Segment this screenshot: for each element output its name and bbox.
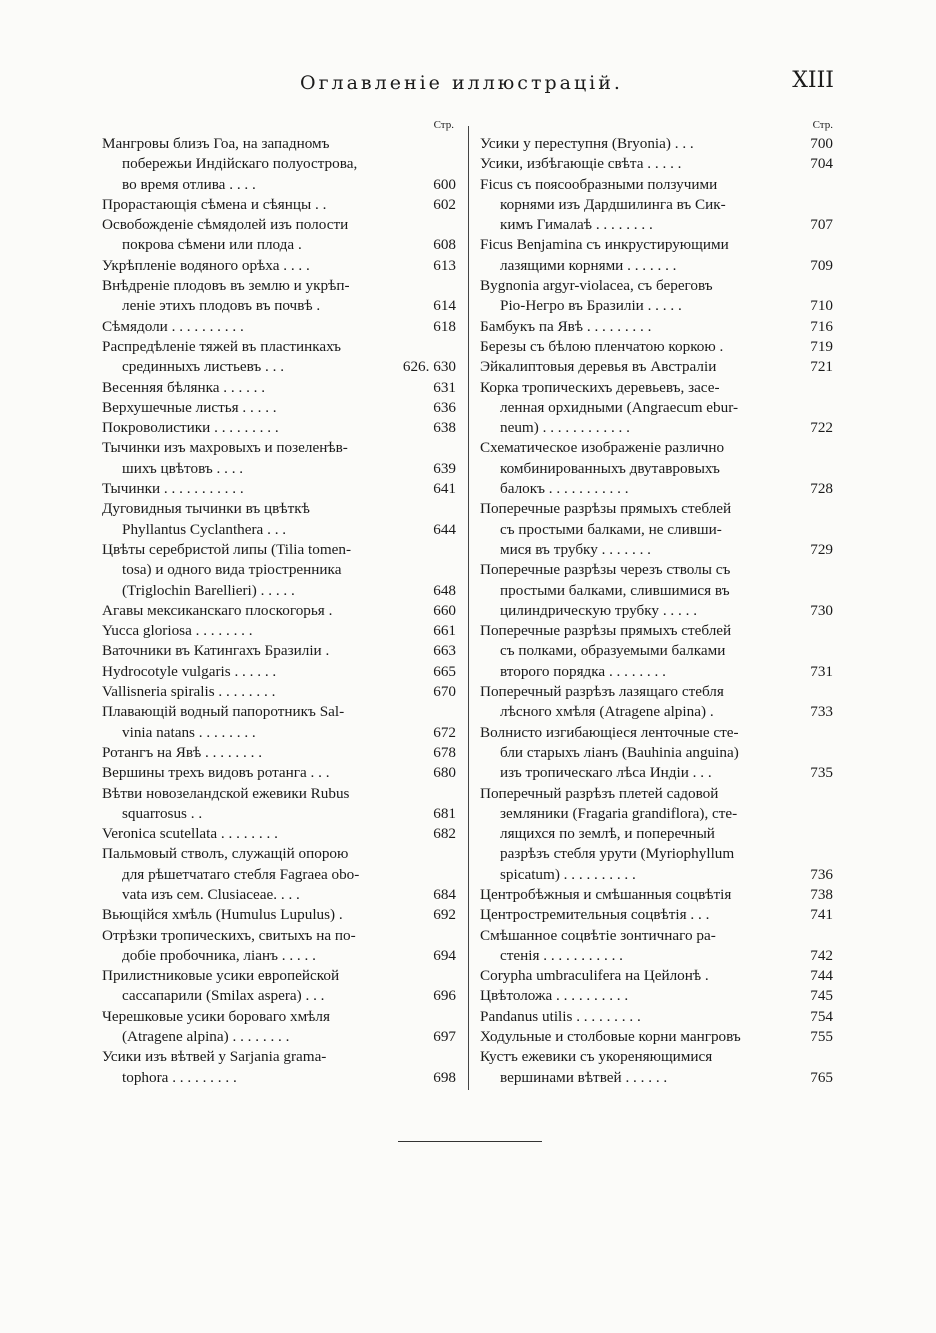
toc-entry-page: 696 [433,987,456,1005]
toc-entry-line: Агавы мексиканскаго плоскогорья . [102,601,333,619]
toc-entry-line: Ficus Benjamina съ инкрустирующими [480,236,729,254]
toc-entry-line: Весенняя бѣлянка . . . . . . [102,378,266,396]
toc-entry-line: комбинированныхъ двутавровыхъ [500,459,720,477]
toc-entry-line: Отрѣзки тропическихъ, свитыхъ на по- [102,926,356,944]
toc-entry-line: ленная орхидными (Angraecum ebur- [500,398,739,416]
toc-entry-page: 641 [433,480,456,498]
toc-entry-line: добіе пробочника, ліанъ . . . . . [122,946,316,964]
toc-entry-line: Центростремительныя соцвѣтія . . . [480,906,710,924]
toc-entry-page: 716 [810,317,833,335]
toc-entry-line: Veronica scutellata . . . . . . . . [102,825,278,843]
toc-entry [480,235,833,276]
toc-entry-line: Vallisneria spiralis . . . . . . . . [102,683,276,701]
toc-entry-line: Схематическое изображеніе различно [480,439,725,457]
toc-entry-page: 665 [433,662,456,680]
toc-entry-page: 719 [810,337,833,355]
toc-entry-line: балокъ . . . . . . . . . . . [500,480,629,498]
toc-entry-page: 728 [810,480,833,498]
toc-entry [102,1007,456,1048]
toc-entry-line: изъ тропическаго лѣса Индіи . . . [500,764,712,782]
toc-entry-line: Тычинки . . . . . . . . . . . [102,480,244,498]
toc-entry-line: Pandanus utilis . . . . . . . . . [480,1007,641,1025]
toc-entry-line: Вершины трехъ видовъ ротанга . . . [102,764,330,782]
toc-entry [480,499,833,560]
toc-entry-page: 698 [433,1068,456,1086]
toc-entry-line: Укрѣпленіе водяного орѣха . . . . [102,256,310,274]
toc-column-right [480,117,833,1088]
toc-entry [480,317,833,337]
toc-entry-line: Усики изъ вѣтвей у Sarjania grama- [102,1048,327,1066]
toc-entry-page: 738 [810,885,833,903]
footer-rule [398,1141,542,1142]
toc-entry [102,601,456,621]
toc-entry-page: 684 [433,885,456,903]
toc-entry-page: 692 [433,906,456,924]
toc-entry-line: Цвѣтоложа . . . . . . . . . . [480,987,629,1005]
toc-entry-line: стенія . . . . . . . . . . . [500,946,623,964]
running-header-title: Оглавленіе иллюстрацій. [300,72,623,94]
toc-entry [480,885,833,905]
toc-entry-page: 626. 630 [402,358,456,376]
toc-entry [480,276,833,317]
toc-entry-page: 722 [810,419,833,437]
toc-entry-line: Ходульные и столбовые корни мангровъ [480,1028,741,1046]
toc-entry-page: 709 [810,256,833,274]
toc-entry [480,905,833,925]
toc-entry-line: Поперечные разрѣзы прямыхъ стеблей [480,622,732,640]
toc-entry-line: Вьющійся хмѣль (Humulus Lupulus) . [102,906,343,924]
toc-entry-page: 681 [433,804,456,822]
toc-entry-page: 618 [433,317,456,335]
toc-entry-line: корнями изъ Дардшилинга въ Сик- [500,195,726,213]
toc-entry-line: vinia natans . . . . . . . . [122,723,256,741]
toc-entry-line: Освобожденіе сѣмядолей изъ полости [102,216,349,234]
toc-entry-line: Бамбукъ па Явѣ . . . . . . . . . [480,317,652,335]
toc-entry-line: во время отлива . . . . [122,175,256,193]
toc-entry [102,256,456,276]
toc-entry [102,621,456,641]
toc-entry [102,844,456,905]
toc-entry-line: (Triglochin Barellieri) . . . . . [122,581,295,599]
page-column-label: Стр. [812,119,833,131]
toc-entry-page: 736 [810,865,833,883]
toc-entry [102,540,456,601]
toc-entry [102,824,456,844]
toc-entry-line: простыми балками, слившимися въ [500,581,730,599]
toc-entry-line: Корка тропическихъ деревьевъ, засе- [480,378,720,396]
toc-entry [102,195,456,215]
toc-entry [480,682,833,723]
toc-entry-page: 754 [810,1007,833,1025]
toc-entry-page: 680 [433,764,456,782]
toc-entry-line: Bygnonia argyr-violacea, съ береговъ [480,277,713,295]
toc-entry [480,175,833,236]
toc-entry-line: Phyllantus Cyclanthera . . . [122,520,287,538]
toc-entry-line: срединныхъ листьевъ . . . [122,358,285,376]
toc-entry-page: 661 [433,622,456,640]
toc-entry [480,621,833,682]
toc-entry-line: squarrosus . . [122,804,203,822]
toc-entry-line: Hydrocotyle vulgaris . . . . . . [102,662,277,680]
toc-entry-line: Усики, избѣгающіе свѣта . . . . . [480,155,682,173]
toc-entry-page: 704 [810,155,833,173]
toc-entry-line: мися въ трубку . . . . . . . [500,540,651,558]
toc-entry-page: 765 [810,1068,833,1086]
toc-entry [102,1047,456,1088]
toc-entry-page: 600 [433,175,456,193]
toc-entry [102,398,456,418]
toc-entry-page: 694 [433,946,456,964]
toc-entry [102,418,456,438]
toc-entry [102,905,456,925]
toc-entry-line: Ваточники въ Катингахъ Бразиліи . [102,642,330,660]
toc-entry-line: Эйкалиптовыя деревья въ Австраліи [480,358,717,376]
toc-entry [480,134,833,154]
toc-entry [480,723,833,784]
toc-entry [102,499,456,540]
toc-entry-page: 731 [810,662,833,680]
toc-entry-line: цилиндрическую трубку . . . . . [500,601,697,619]
toc-entry [102,966,456,1007]
toc-entry-line: Поперечный разрѣзъ лазящаго стебля [480,683,724,701]
toc-entry [102,926,456,967]
toc-entry-line: spicatum) . . . . . . . . . . [500,865,636,883]
toc-entry-line: tosa) и одного вида тріостренника [122,561,342,579]
toc-entry-line: побережьи Индійскаго полуострова, [122,155,358,173]
toc-entry-line: Вѣтви новозеландской ежевики Rubus [102,784,350,802]
toc-entry-line: Усики у переступня (Bryonia) . . . [480,135,694,152]
toc-entry-line: бли старыхъ ліанъ (Bauhinia anguina) [500,743,739,761]
toc-entry [102,784,456,825]
toc-entry [102,641,456,661]
toc-entry-page: 721 [810,358,833,376]
toc-entry-page: 614 [433,297,456,315]
toc-entry-line: съ полками, образуемыми балками [500,642,726,660]
toc-entry-line: Поперечные разрѣзы черезъ стволы съ [480,561,731,579]
toc-entry-line: Сѣмядоли . . . . . . . . . . [102,317,244,335]
toc-entry-page: 744 [810,967,833,985]
toc-entry-line: Распредѣленіе тяжей въ пластинкахъ [102,337,342,355]
toc-entry [480,560,833,621]
toc-entry [102,662,456,682]
toc-entry [102,378,456,398]
toc-entry [102,479,456,499]
toc-entry-page: 636 [433,398,456,416]
toc-entry [102,702,456,743]
toc-entry [480,1047,833,1088]
toc-entry-line: разрѣзъ стебля урути (Myriophyllum [500,845,735,863]
toc-column-left [102,117,456,1088]
toc-entry-line: второго порядка . . . . . . . . [500,662,666,680]
toc-entry-line: Центробѣжныя и смѣшанныя соцвѣтія [480,885,732,903]
toc-entry [102,682,456,702]
toc-entry [480,378,833,439]
toc-entry-page: 700 [810,135,833,152]
toc-entry-page: 644 [433,520,456,538]
page-number: XIII [792,68,834,93]
toc-entry-line: вершинами вѣтвей . . . . . . [500,1068,668,1086]
toc-entry-line: леніе этихъ плодовъ въ почвѣ . [122,297,321,315]
toc-entry [102,763,456,783]
toc-entry-line: Смѣшанное соцвѣтіе зонтичнаго ра- [480,926,716,944]
toc-entry-line: Цвѣты серебристой липы (Tilia tomen- [102,540,352,558]
toc-entry [480,337,833,357]
toc-entry-line: Верхушечные листья . . . . . [102,398,277,416]
toc-entry-line: Поперечные разрѣзы прямыхъ стеблей [480,500,732,518]
toc-entry-page: 602 [433,195,456,213]
toc-entry-line: Пальмовый стволъ, служащій опорою [102,845,349,863]
toc-entry-line: Черешковые усики бороваго хмѣля [102,1007,330,1025]
toc-entry [480,1007,833,1027]
toc-entry-page: 755 [810,1028,833,1046]
toc-entry-page: 741 [810,906,833,924]
toc-entry-page: 660 [433,601,456,619]
toc-entry-line: Волнисто изгибающіеся ленточные сте- [480,723,739,741]
toc-entry-line: tophora . . . . . . . . . [122,1068,237,1086]
toc-entry-line: Покроволистики . . . . . . . . . [102,419,279,437]
toc-entry-line: лѣсного хмѣля (Atragene alpina) . [500,703,714,721]
toc-entry-line: Прорастающія сѣмена и сѣянцы . . [102,195,327,213]
toc-entry [102,134,456,195]
toc-entry-line: съ простыми балками, не сливши- [500,520,722,538]
toc-entry-page: 682 [433,825,456,843]
toc-entry-line: Плавающій водный папоротникъ Sal- [102,703,345,721]
toc-entry-line: сассапарили (Smilax aspera) . . . [122,987,325,1005]
toc-entry-page: 670 [433,683,456,701]
toc-entry-page: 638 [433,419,456,437]
toc-entry-line: Поперечный разрѣзъ плетей садовой [480,784,719,802]
toc-entry-page: 648 [433,581,456,599]
toc-entry-line: (Atragene alpina) . . . . . . . . [122,1028,290,1046]
toc-entry [480,966,833,986]
toc-entry [480,784,833,885]
toc-entry-line: Березы съ бѣлою пленчатою коркою . [480,337,724,355]
toc-entry-line: Ротангъ на Явѣ . . . . . . . . [102,743,262,761]
toc-entry [102,276,456,317]
toc-entry-line: Тычинки изъ махровыхъ и позеленѣв- [102,439,348,457]
toc-entry-line: Corypha umbraculifera на Цейлонѣ . [480,967,709,985]
toc-entry-line: neum) . . . . . . . . . . . . [500,419,630,437]
toc-entry-line: покрова сѣмени или плода . [122,236,302,254]
toc-entry [480,926,833,967]
toc-entry-page: 707 [810,216,833,234]
toc-entry [102,337,456,378]
toc-entry-page: 742 [810,946,833,964]
toc-entry-page: 678 [433,743,456,761]
toc-entry [102,438,456,479]
toc-entry-page: 663 [433,642,456,660]
toc-entry [102,743,456,763]
toc-entry-page: 710 [810,297,833,315]
toc-entry-line: кимъ Гималаѣ . . . . . . . . [500,216,653,234]
column-divider [468,126,469,1090]
toc-entry [480,357,833,377]
toc-entry-line: Ficus съ поясообразными ползучими [480,175,718,193]
toc-entry-page: 729 [810,540,833,558]
toc-entry-line: Ріо-Негро въ Бразиліи . . . . . [500,297,682,315]
toc-entry-line: земляники (Fragaria grandiflora), сте- [500,804,738,822]
toc-entry [480,986,833,1006]
toc-entry-line: лящихся по землѣ, и поперечный [500,825,715,843]
toc-entry-page: 735 [810,764,833,782]
toc-entry-line: лазящими корнями . . . . . . . [500,256,677,274]
toc-entry [102,215,456,256]
toc-entry-line: Yucca gloriosa . . . . . . . . [102,622,253,640]
toc-entry-page: 639 [433,459,456,477]
toc-entry-page: 733 [810,703,833,721]
toc-entry [480,438,833,499]
toc-entry-line: Внѣдреніе плодовъ въ землю и укрѣп- [102,277,350,295]
toc-entry-line: для рѣшетчатаго стебля Fagraea obo- [122,865,360,883]
toc-entry [480,1027,833,1047]
toc-entry [102,317,456,337]
toc-entry-page: 697 [433,1028,456,1046]
toc-entry-line: Мангровы близъ Гоа, на западномъ [102,135,330,152]
toc-entry-page: 730 [810,601,833,619]
toc-entry-line: vata изъ сем. Clusiaceae. . . . [122,885,300,903]
toc-entry-page: 613 [433,256,456,274]
toc-entry-page: 608 [433,236,456,254]
toc-entry-line: Кустъ ежевики съ укореняющимися [480,1048,713,1066]
toc-entry-page: 631 [433,378,456,396]
page-column-label: Стр. [433,119,454,131]
toc-entry-page: 672 [433,723,456,741]
toc-entry-line: шихъ цвѣтовъ . . . . [122,459,244,477]
toc-entry-line: Дуговидныя тычинки въ цвѣткѣ [102,500,310,518]
toc-entry [480,154,833,174]
toc-entry-page: 745 [810,987,833,1005]
toc-entry-line: Прилистниковые усики европейской [102,967,340,985]
